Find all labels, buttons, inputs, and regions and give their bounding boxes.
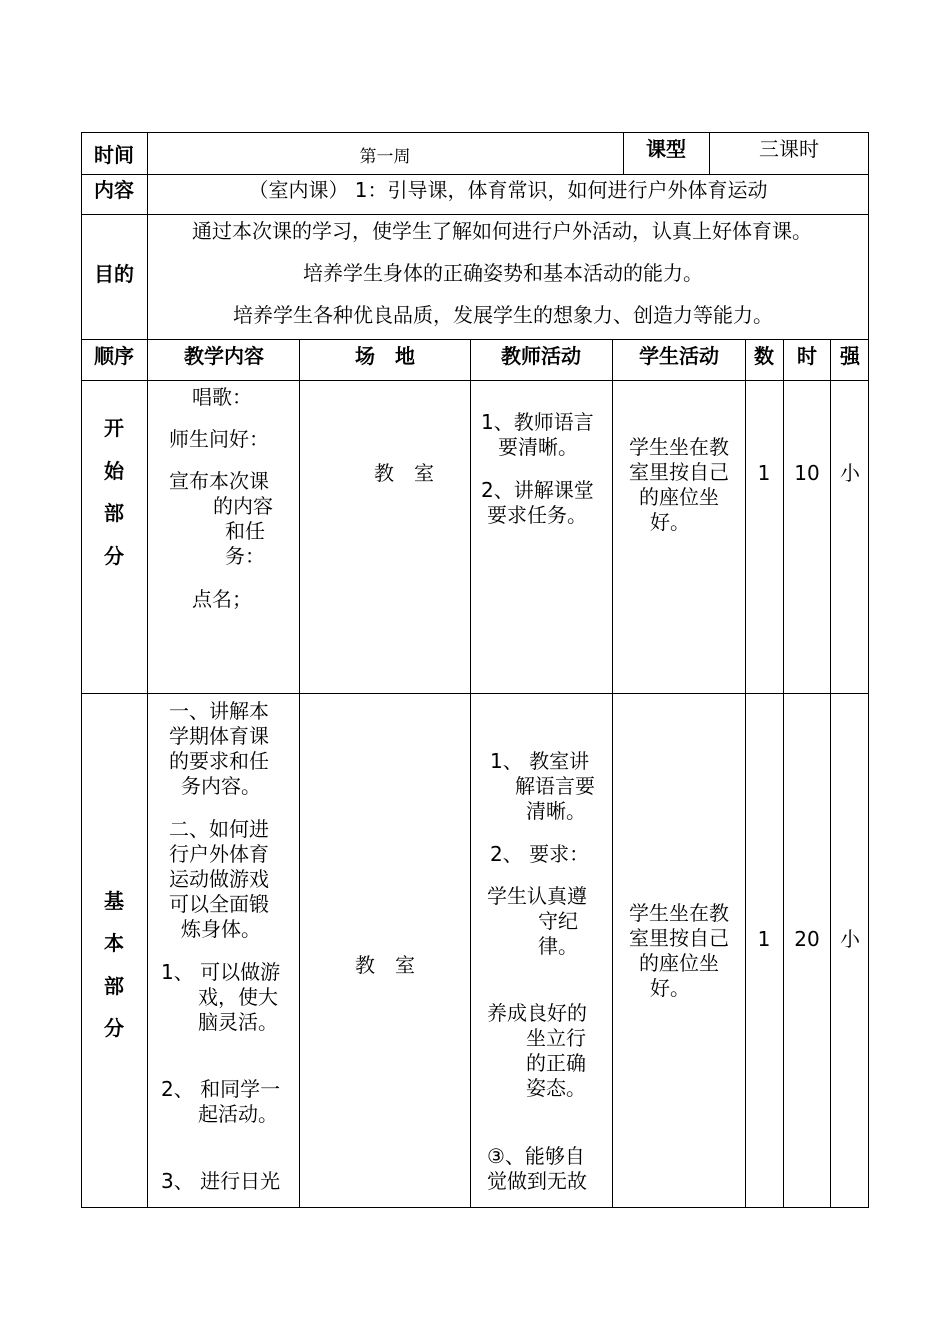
content-text: （室内课） 1：引导课，体育常识，如何进行户外体育运动: [248, 178, 768, 202]
section-name-char: 始: [104, 459, 124, 483]
section-name-char: 本: [104, 931, 124, 955]
table-column-rule: [783, 339, 784, 1208]
table-border-left: [81, 132, 82, 1208]
content-line: 宣布本次课: [169, 469, 269, 493]
content-line: 和任: [225, 519, 265, 543]
content-line: 务：: [225, 544, 265, 568]
content-line: 学期体育课: [169, 724, 269, 748]
teacher-line: 律。: [538, 934, 578, 958]
content-line: 一、讲解本: [169, 699, 269, 723]
table-column-rule: [623, 132, 624, 175]
teacher-line: 清晰。: [526, 799, 586, 823]
content-line: 起活动。: [198, 1102, 278, 1126]
goal-line: 通过本次课的学习，使学生了解如何进行户外活动，认真上好体育课。: [192, 219, 812, 243]
content-line: 唱歌：: [192, 385, 252, 409]
lesson-type-value: 三课时: [759, 137, 819, 161]
teacher-line: 学生认真遵: [487, 884, 587, 908]
goals-label: 目的: [94, 262, 134, 286]
content-line: 的内容: [213, 494, 273, 518]
column-header: 强: [840, 344, 860, 368]
teacher-line: 养成良好的: [487, 1001, 587, 1025]
time-value: 10: [794, 461, 820, 485]
column-header: 场 地: [355, 344, 415, 368]
content-line: 2、 和同学一: [161, 1077, 281, 1101]
table-rule: [81, 693, 869, 694]
teacher-line: 的正确: [526, 1051, 586, 1075]
content-line: 行户外体育: [169, 842, 269, 866]
table-rule: [81, 339, 869, 340]
content-line: 可以全面锻: [169, 892, 269, 916]
student-line: 好。: [650, 510, 690, 534]
table-rule: [81, 214, 869, 215]
venue: 教 室: [374, 461, 434, 485]
teacher-line: 要求任务。: [487, 503, 587, 527]
content-line: 1、 可以做游: [161, 960, 281, 984]
teacher-line: 1、教师语言: [481, 410, 594, 434]
teacher-line: 2、 要求：: [490, 842, 590, 866]
table-column-rule: [612, 339, 613, 1208]
column-header: 顺序: [94, 344, 134, 368]
section-name-char: 分: [104, 1016, 124, 1040]
table-column-rule: [147, 132, 148, 1208]
content-line: 师生问好：: [169, 427, 269, 451]
section-name-char: 部: [104, 974, 124, 998]
table-column-rule: [709, 132, 710, 175]
teacher-line: 2、讲解课堂: [481, 478, 594, 502]
time-label: 时间: [94, 143, 134, 167]
teacher-line: 觉做到无故: [487, 1169, 587, 1193]
student-line: 的座位坐: [639, 951, 719, 975]
teacher-line: 坐立行: [526, 1026, 586, 1050]
section-name-char: 部: [104, 501, 124, 525]
section-name-char: 基: [104, 889, 124, 913]
week-value: 第一周: [359, 147, 411, 167]
content-label: 内容: [94, 178, 134, 202]
intensity-value: 小: [840, 927, 860, 951]
content-line: 3、 进行日光: [161, 1169, 281, 1193]
teacher-line: 1、 教室讲: [490, 749, 590, 773]
section-name-char: 分: [104, 544, 124, 568]
teacher-line: 姿态。: [526, 1076, 586, 1100]
count-value: 1: [757, 461, 771, 485]
table-column-rule: [745, 339, 746, 1208]
table-column-rule: [830, 339, 831, 1208]
content-line: 运动做游戏: [169, 867, 269, 891]
column-header: 教学内容: [184, 344, 264, 368]
teacher-line: 要清晰。: [498, 435, 578, 459]
content-line: 二、如何进: [169, 817, 269, 841]
section-name-char: 开: [104, 416, 124, 440]
lesson-type-label: 课型: [646, 137, 686, 161]
venue: 教 室: [355, 953, 415, 977]
time-value: 20: [794, 927, 820, 951]
table-border-top: [81, 132, 869, 133]
teacher-line: 解语言要: [515, 774, 595, 798]
table-rule: [81, 380, 869, 381]
student-line: 的座位坐: [639, 485, 719, 509]
table-rule: [81, 174, 869, 175]
content-line: 炼身体。: [181, 917, 261, 941]
table-border-right: [868, 132, 869, 1208]
table-column-rule: [470, 339, 471, 1208]
student-line: 学生坐在教: [629, 901, 729, 925]
goal-line: 培养学生身体的正确姿势和基本活动的能力。: [303, 261, 703, 285]
student-line: 室里按自己: [629, 926, 729, 950]
goal-line: 培养学生各种优良品质，发展学生的想象力、创造力等能力。: [233, 303, 773, 327]
teacher-line: 守纪: [538, 909, 578, 933]
column-header: 时: [797, 344, 817, 368]
content-line: 的要求和任: [169, 749, 269, 773]
column-header: 数: [754, 344, 774, 368]
content-line: 脑灵活。: [198, 1010, 278, 1034]
student-line: 室里按自己: [629, 460, 729, 484]
column-header: 教师活动: [501, 344, 581, 368]
intensity-value: 小: [840, 461, 860, 485]
content-line: 戏，使大: [198, 985, 278, 1009]
column-header: 学生活动: [639, 344, 719, 368]
teacher-line: ③、能够自: [487, 1144, 585, 1168]
count-value: 1: [757, 927, 771, 951]
student-line: 学生坐在教: [629, 435, 729, 459]
content-line: 点名；: [192, 587, 252, 611]
table-column-rule: [299, 339, 300, 1208]
student-line: 好。: [650, 976, 690, 1000]
table-border-bottom: [81, 1207, 869, 1208]
content-line: 务内容。: [181, 774, 261, 798]
